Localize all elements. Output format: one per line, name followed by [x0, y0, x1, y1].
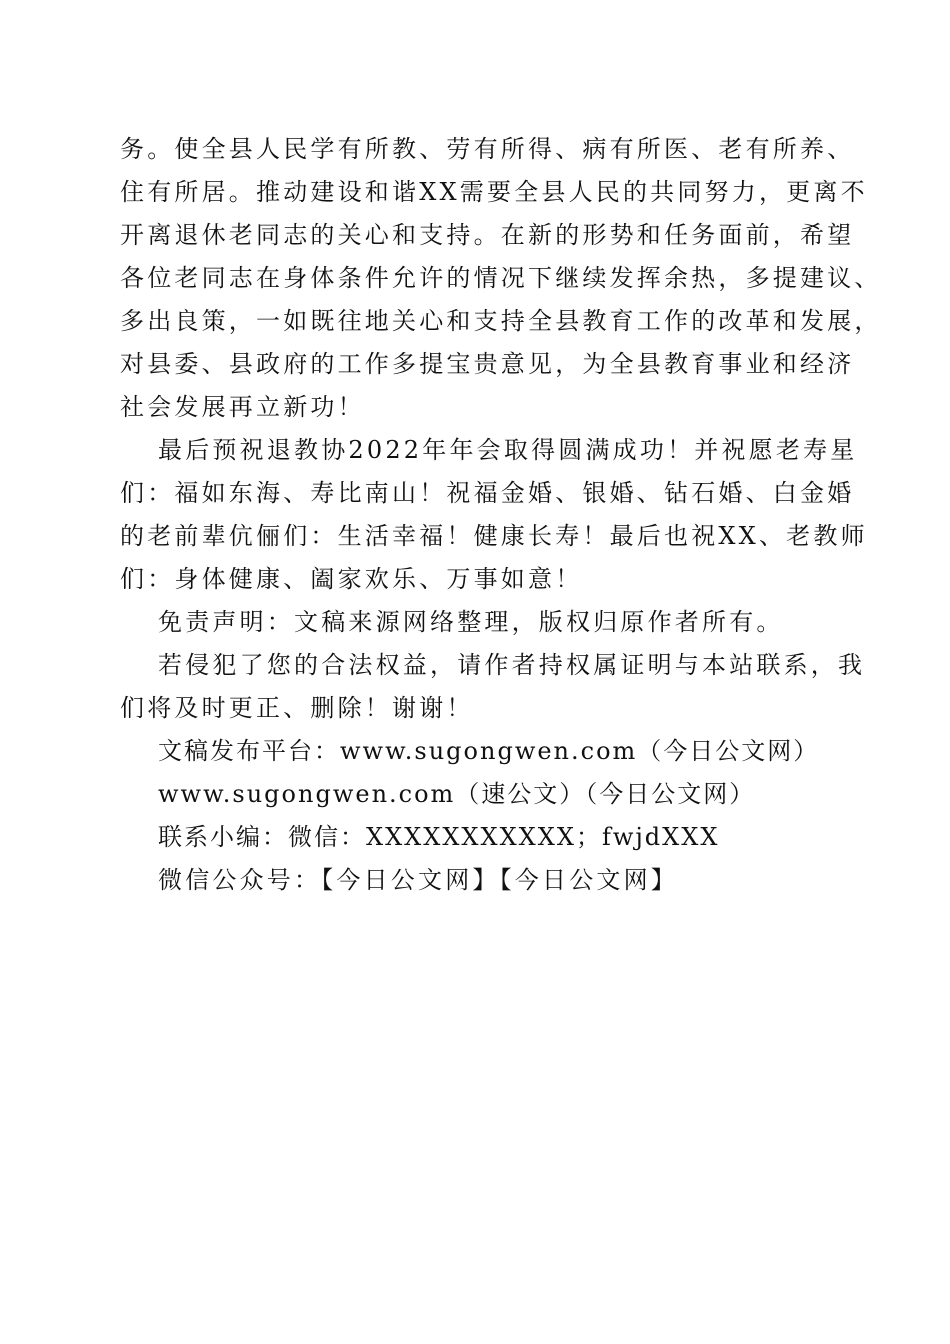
website-line: www.sugongwen.com（速公文）（今日公文网） — [158, 780, 756, 808]
platform-line: 文稿发布平台：www.sugongwen.com（今日公文网） — [158, 737, 820, 765]
document-body — [120, 128, 882, 902]
paragraph-line: 们：福如东海、寿比南山！祝福金婚、银婚、钻石婚、白金婚 — [120, 479, 855, 507]
paragraph-line: 住有所居。推动建设和谐XX需要全县人民的共同努力，更离不 — [120, 178, 868, 206]
paragraph-line: 对县委、县政府的工作多提宝贵意见，为全县教育事业和经济 — [120, 350, 855, 378]
paragraph-line: 开离退休老同志的关心和支持。在新的形势和任务面前，希望 — [120, 221, 855, 249]
paragraph-line: 务。使全县人民学有所教、劳有所得、病有所医、老有所养、 — [120, 135, 855, 163]
disclaimer-line: 免责声明：文稿来源网络整理，版权归原作者所有。 — [158, 608, 784, 636]
paragraph-line: 们：身体健康、阖家欢乐、万事如意！ — [120, 565, 583, 593]
disclaimer-line: 们将及时更正、删除！谢谢！ — [120, 694, 474, 722]
contact-line: 联系小编：微信：XXXXXXXXXXX；fwjdXXX — [158, 823, 720, 851]
paragraph-line: 各位老同志在身体条件允许的情况下继续发挥余热，多提建议、 — [120, 264, 882, 292]
wechat-account-line: 微信公众号：【今日公文网】【今日公文网】 — [158, 866, 678, 894]
paragraph-line: 的老前辈伉俪们：生活幸福！健康长寿！最后也祝XX、老教师 — [120, 522, 868, 550]
paragraph-line: 最后预祝退教协2022年年会取得圆满成功！并祝愿老寿星 — [158, 436, 858, 464]
paragraph-line: 社会发展再立新功！ — [120, 393, 365, 421]
disclaimer-line: 若侵犯了您的合法权益，请作者持权属证明与本站联系，我 — [158, 651, 866, 679]
paragraph-line: 多出良策，一如既往地关心和支持全县教育工作的改革和发展， — [120, 307, 882, 335]
